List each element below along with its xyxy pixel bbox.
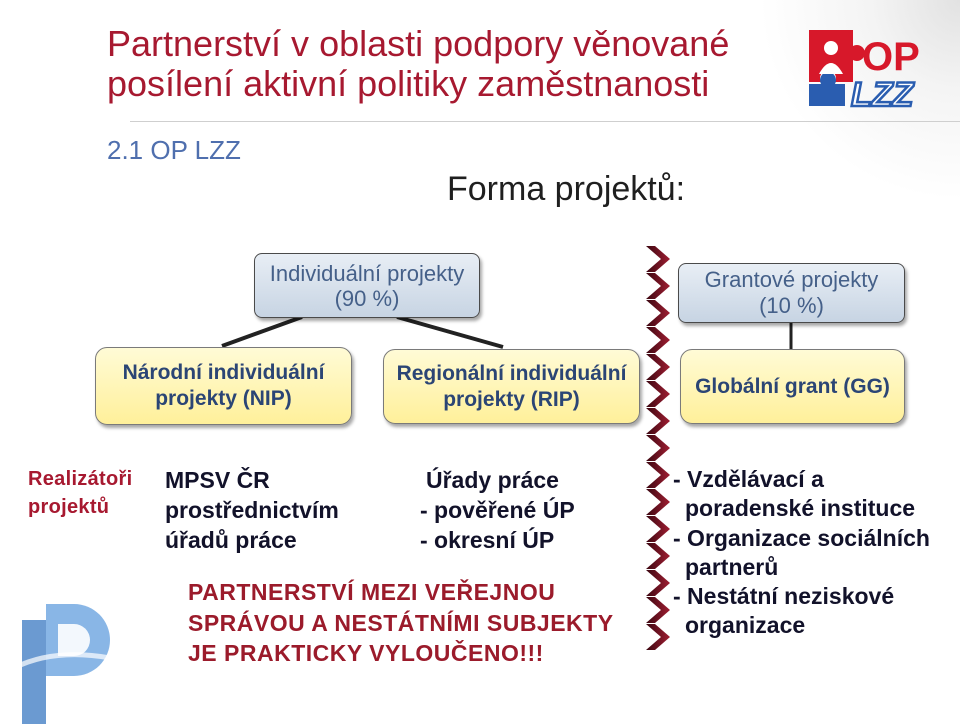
implementer-line: partnerů [685,553,779,580]
divider-chevron [646,408,670,434]
divider-chevron [646,516,670,542]
box-label: projekty (RIP) [443,387,580,411]
box-individual-projects [254,253,480,318]
divider-chevron [646,354,670,380]
box-nip [95,347,352,425]
implementers-rip [420,465,575,555]
divider-chevron [646,327,670,353]
implementers-gg [673,465,930,641]
divider-chevron [646,624,670,650]
divider-chevron [646,300,670,326]
divider-chevron [646,381,670,407]
divider-chevron [646,489,670,515]
box-label: Grantové projekty [704,267,879,292]
box-label: Národní individuální [122,361,325,384]
divider-chevron [646,597,670,623]
box-label: projekty (NIP) [155,387,292,410]
implementer-line: prostřednictvím [165,497,339,523]
partnership-note [188,577,614,669]
divider-chevron [646,543,670,569]
implementer-line: - Nestátní neziskové [673,583,895,610]
implementer-line: úřadů práce [165,527,297,553]
implementer-line: - Organizace sociálních [673,524,930,551]
slide-title-line: Partnerství v oblasti podpory věnované [107,23,730,64]
note-line: SPRÁVOU A NESTÁTNÍMI SUBJEKTY [188,609,614,636]
watermark-cutout [58,624,90,656]
implementers-label-line: projektů [28,496,110,518]
implementer-line: Úřady práce [426,467,559,493]
divider-chevron [646,435,670,461]
section-heading: Forma projektů: [447,170,686,208]
box-label: Regionální individuální [396,361,627,385]
implementers-label [28,465,132,521]
connector-line [397,317,503,347]
section-subtitle: 2.1 OP LZZ [107,135,241,165]
connector-line [222,317,302,346]
divider-chevron [646,273,670,299]
box-label: Individuální projekty [269,260,465,286]
divider-chevron [646,462,670,488]
implementer-line: organizace [685,612,806,639]
implementers-nip [165,465,339,555]
box-label: (10 %) [759,293,824,318]
divider-chevron [646,246,670,272]
implementer-line: - pověřené ÚP [420,497,575,523]
implementer-line: MPSV ČR [165,467,270,493]
logo-text-lzz: LZZ [851,76,914,110]
implementer-line: - Vzdělávací a [673,466,824,492]
divider-chevron [646,570,670,596]
implementers-label-line: Realizátoři [28,468,133,490]
note-line: PARTNERSTVÍ MEZI VEŘEJNOU [188,579,556,605]
box-label: Globální grant (GG) [695,374,890,398]
box-gg [680,349,905,424]
slide-title-line: posílení aktivní politiky zaměstnanosti [107,63,710,104]
box-label: (90 %) [334,285,400,311]
box-rip [383,349,640,424]
note-line: JE PRAKTICKY VYLOUČENO!!! [188,640,544,666]
implementer-line: poradenské instituce [685,495,916,522]
logo-text-op: OP [862,35,920,79]
zigzag-divider [646,246,672,656]
watermark-logo [14,598,114,724]
watermark-bar [22,620,46,724]
box-grant-projects [678,263,905,323]
implementer-line: - okresní ÚP [420,527,555,553]
